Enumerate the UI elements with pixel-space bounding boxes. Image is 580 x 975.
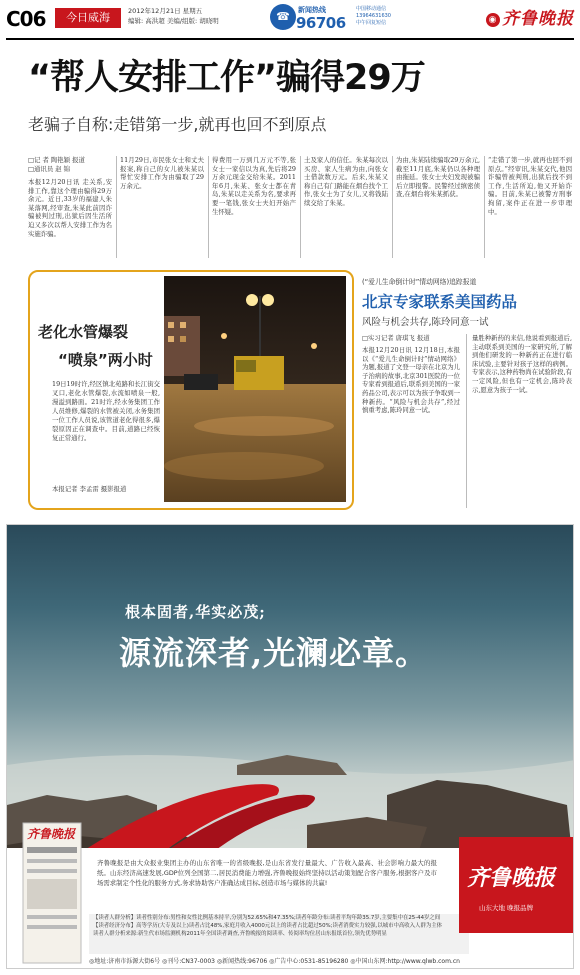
- lead-column: “走错了第一步,就再也回不到原点。”经审讯,朱某交代,他因诈骗曾被判刑,出狱后找不到工作,生活所迫,他又开始诈骗。目前,朱某已被警方刑事拘留,案件正在进一步审理中。: [488, 156, 572, 216]
- lead-column: 为由,朱某陆续骗取29万余元,截至11月底,朱某仍以各种理由拖延。张女士夫妇发现被骗后立即报警。民警经过缜密侦查,在烟台将朱某抓获。: [396, 156, 480, 199]
- ad-brand-box: [459, 837, 574, 933]
- ad-slogan-line1: 根本固者,华实必茂;: [125, 603, 266, 621]
- page-header: [0, 0, 580, 38]
- lead-subhead: 老骗子自称:走错第一步,就再也回不到原点: [28, 115, 327, 134]
- header-divider: [6, 38, 574, 40]
- stats-line: 读者人群分析来源:新生代市场监测机构2011年全国读者调查,齐鲁晚报的阅读率、传阅率均位居山东报纸首位,领先优势明显: [93, 931, 387, 937]
- column-divider: [208, 156, 209, 258]
- bj-subhead: 风险与机会共存,陈玲同意一试: [362, 317, 489, 328]
- pipe-byline: 本报记者 李孟雷 摄影报道: [52, 485, 127, 493]
- brand-name: 齐鲁晚报: [502, 9, 574, 29]
- ad-slogan-line2: 源流深者,光澜必章。: [119, 634, 429, 672]
- ad-description: 齐鲁晚报是由大众报业集团主办的山东省唯一的省级晚报,是山东省发行量最大、广告收入最高、社会影响力最大的报纸。山东经济高速发展,GDP位列全国第二,居民消费能力增强,齐鲁晚报始终坚持以活动策划配合客户服务,根据客户及市场需求制定个性化的服务方式,务求协助客户准确达成目标,创造市场与媒体的共赢!: [97, 859, 437, 887]
- sms-line: 13964631630: [356, 13, 391, 19]
- date-line: 2012年12月21日 星期五: [128, 7, 203, 15]
- sms-line: 中国移动通信: [356, 6, 387, 12]
- phone-icon: ☎: [270, 4, 296, 30]
- qilu-evening-ad: [6, 524, 574, 969]
- column-divider: [466, 334, 467, 508]
- bj-headline: 北京专家联系美国药品: [362, 293, 518, 311]
- pipe-title: [38, 318, 153, 374]
- section-label: 今日威海: [55, 8, 121, 28]
- column-divider: [392, 156, 393, 258]
- pipe-title-line: “喷泉”两小时: [58, 351, 153, 369]
- brand-emblem-icon: ◉: [486, 13, 500, 27]
- lead-headline: “帮人安排工作”骗得29万: [28, 58, 425, 98]
- lead-column: 11月29日,市民张女士和丈夫报案,称自己的女儿被朱某以帮忙安排工作为由骗取了29万余元。: [120, 156, 204, 190]
- pipe-burst-feature: [28, 270, 354, 510]
- column-divider: [300, 156, 301, 258]
- hotline-number: 96706: [296, 14, 346, 32]
- news-hotline: [270, 4, 391, 34]
- bj-byline: □实习记者 唐琪飞 报道: [362, 334, 430, 342]
- stats-line: 【读者经济分布】高等学历(大专及以上)读者占比48%,家庭月收入4000元以上的读者占比超过50%;读者消费实力较强,以城市中高收入人群为主体: [93, 923, 443, 929]
- page-number: C06: [6, 7, 46, 31]
- sms-line: 中午回复短信: [356, 20, 387, 26]
- ad-footer-contacts: ◎地址:济南市泺源大街6号 ◎刊号:CN37-0003 ◎新闻热线:96706 ◎广告中心:0531-85196280 ◎中国山东网:http://www.qlwb.com.cn: [89, 958, 460, 965]
- column-divider: [484, 156, 485, 258]
- lead-column: 土及家人的信任。朱某每次以买房、家人生病为由,向张女士借款数万元。后来,朱某又称自己有门路能在烟台找个工作,张女士为了女儿,又将钱陆续交给了朱某。: [304, 156, 388, 207]
- header-meta: [128, 6, 219, 26]
- pipe-burst-photo: [164, 276, 346, 502]
- lead-byline: □记 者 陶艳颖 报道: [28, 156, 85, 164]
- editors-line: 编辑: 高洪超 美编/组版: 胡晓明: [128, 17, 219, 25]
- rolled-newspaper-masthead: 齐鲁晚报: [26, 827, 75, 841]
- ad-reader-stats: [89, 914, 469, 954]
- bj-column: 本报12月20日讯 12月18日,本报以《“爱儿生命倒计时”情动网络》为题,报道了文登一母亲在北京为儿子治病的故事,北京301医院的一位专家看到报道后,联系到美国的一家药品公司,表示可以为孩子争取到一种新药。“风险与机会共存”,经过慎重考虑,陈玲同意一试。: [362, 346, 460, 415]
- lead-column: 得费用一万到几万元不等,张女士一家信以为真,先后将29万余元现金交给朱某。2011年6月,朱某、张女士都在青岛,朱某以走关系为名,要求再要一笔钱,张女士夫妇开始产生怀疑。: [212, 156, 296, 216]
- ad-brand-slogan: 山东大地 晚报品牌: [479, 904, 534, 912]
- bj-kicker: (“爱儿生命倒计时”情动网络)追踪报道: [362, 278, 477, 286]
- brand-logo: [486, 4, 574, 29]
- hotline-label: 新闻热线: [298, 6, 326, 14]
- pipe-text: 19日19时许,经区镇北苑路和长江街交叉口,老化水管爆裂,水流如喷泉一般,漫溢到路面。21时许,经水务集团工作人员维修,爆裂的水管被关闭,水务集团一位工作人员说,该管道老化得很多,爆裂原因正在调查中。目前,道路已经恢复正常通行。: [52, 380, 160, 442]
- ad-brand-logo: 齐鲁晚报: [467, 865, 556, 891]
- column-divider: [116, 156, 117, 258]
- sms-info: [356, 6, 391, 27]
- stats-line: 【读者人群分析】读者性别分布:男性和女性比例基本持平,分别为52.65%和47.35%;读者年龄分布:读者平均年龄35.7岁,主要集中在25-44岁之间: [93, 915, 441, 921]
- lead-column: 本报12月20日讯 走关系,安排工作,靠这个理由骗得29万余元。近日,33岁的福建人朱某落网,经审查,朱某此前因诈骗被判过刑,出狱后因生活所迫又多次以帮人安排工作为名实施诈骗。: [28, 178, 112, 238]
- bj-column: 量胜种新药的来信,他说看到报道后,主动联系到美国的一家研究所,了解到他们研发的一种新药正在进行临床试验,主要针对孩子这样的病例。专家表示,这种药物尚在试验阶段,有一定风险,但也有一定机会,陈玲表示,愿意为孩子一试。: [472, 334, 572, 394]
- pipe-title-line: 老化水管爆裂: [38, 323, 129, 341]
- lead-byline: □通讯员 赵 锦: [28, 165, 71, 173]
